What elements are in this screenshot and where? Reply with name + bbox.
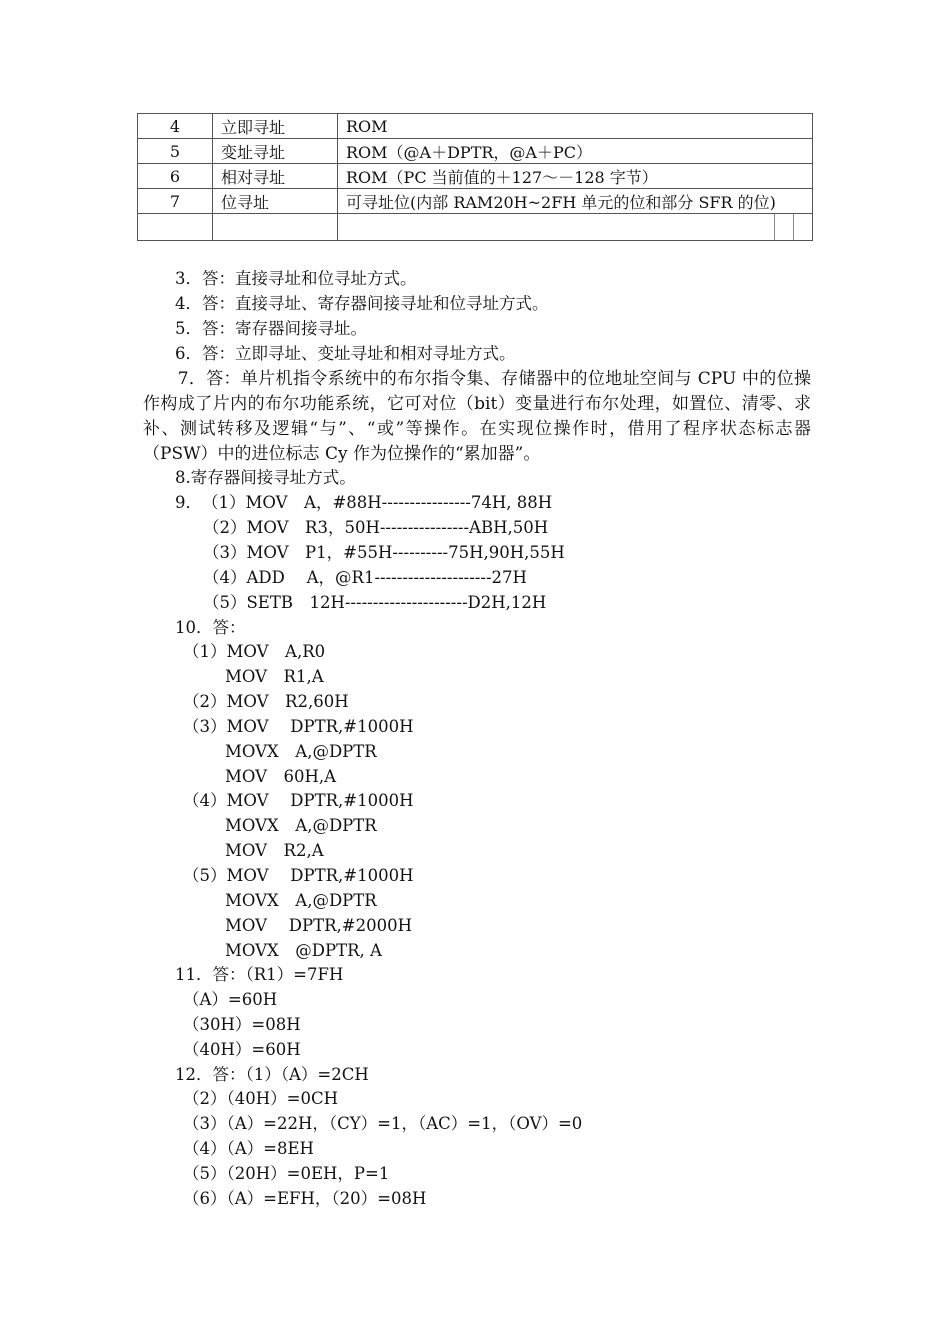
address-space: ROM（PC 当前值的＋127～－128 字节） <box>338 164 813 189</box>
q11-line: （A）=60H <box>183 990 278 1009</box>
answer-4: 4．答：直接寻址、寄存器间接寻址和位寻址方式。 <box>175 294 549 313</box>
empty-cell <box>338 214 813 241</box>
q10-line: MOV 60H,A <box>225 767 337 786</box>
answer-8: 8.寄存器间接寻址方式。 <box>175 468 356 487</box>
q12-line: （4）（A）=8EH <box>183 1139 314 1158</box>
q10-line: （1）MOV A,R0 <box>183 642 326 661</box>
q11-line: 11．答：（R1）=7FH <box>175 965 344 984</box>
q10-title: 10．答： <box>175 618 246 637</box>
q10-line: MOVX A,@DPTR <box>225 816 377 835</box>
table-row <box>138 114 813 139</box>
q10-line: MOVX @DPTR, A <box>225 941 382 960</box>
q10-line: MOV R1,A <box>225 667 324 686</box>
q9-line: 9． （1）MOV A，#88H----------------74H, 88H <box>175 493 553 512</box>
q10-line: （3）MOV DPTR,#1000H <box>183 717 414 736</box>
table-row <box>138 139 813 164</box>
q12-line: （5）（20H）=0EH，P=1 <box>183 1164 390 1183</box>
table-row <box>138 164 813 189</box>
address-space: ROM（@A＋DPTR，@A＋PC） <box>338 139 813 164</box>
empty-cell <box>138 214 213 241</box>
q9-line: （2）MOV R3，50H----------------ABH,50H <box>203 518 549 537</box>
q10-line: MOVX A,@DPTR <box>225 891 377 910</box>
answer-6: 6．答：立即寻址、变址寻址和相对寻址方式。 <box>175 344 516 363</box>
addressing-mode-table <box>137 113 813 241</box>
table-row <box>138 189 813 214</box>
q10-line: MOVX A,@DPTR <box>225 742 377 761</box>
answer-7-paragraph: 7．答：单片机指令系统中的布尔指令集、存储器中的位地址空间与 CPU 中的位操作构成了片内的布尔功能系统，它可对位（bit）变量进行布尔处理，如置位、清零、求补、测试转移及逻辑“与”、“或”等操作。在实现位操作时，借用了程序状态标志器（PSW）中的进位标志 Cy 作为位操作的“累加器”。 <box>143 369 811 464</box>
q9-line: （4）ADD A，@R1---------------------27H <box>203 568 527 587</box>
q12-line: 12．答：（1）（A）=2CH <box>175 1065 369 1084</box>
address-space: 可寻址位(内部 RAM20H~2FH 单元的位和部分 SFR 的位) <box>338 189 813 214</box>
row-number: 4 <box>138 114 213 139</box>
q10-line: （5）MOV DPTR,#1000H <box>183 866 414 885</box>
q10-line: （4）MOV DPTR,#1000H <box>183 791 414 810</box>
row-number: 7 <box>138 189 213 214</box>
q9-line: （5）SETB 12H----------------------D2H,12H <box>203 593 547 612</box>
q10-line: MOV R2,A <box>225 841 324 860</box>
q12-line: （3）（A）=22H，（CY）=1，（AC）=1，（OV）=0 <box>183 1114 583 1133</box>
addressing-mode: 相对寻址 <box>213 164 338 189</box>
q12-line: （6）（A）=EFH，（20）=08H <box>183 1189 427 1208</box>
q10-line: （2）MOV R2,60H <box>183 692 349 711</box>
answer-5: 5．答：寄存器间接寻址。 <box>175 319 367 338</box>
row-number: 6 <box>138 164 213 189</box>
row-number: 5 <box>138 139 213 164</box>
q12-line: （2）（40H）=0CH <box>183 1089 338 1108</box>
addressing-mode: 变址寻址 <box>213 139 338 164</box>
q11-line: （40H）=60H <box>183 1040 301 1059</box>
answer-3: 3．答：直接寻址和位寻址方式。 <box>175 269 417 288</box>
addressing-mode: 位寻址 <box>213 189 338 214</box>
q10-line: MOV DPTR,#2000H <box>225 916 413 935</box>
addressing-mode: 立即寻址 <box>213 114 338 139</box>
empty-cell <box>213 214 338 241</box>
q9-line: （3）MOV P1，#55H----------75H,90H,55H <box>203 543 565 562</box>
empty-table-row <box>138 214 813 241</box>
address-space: ROM <box>338 114 813 139</box>
q11-line: （30H）=08H <box>183 1015 301 1034</box>
